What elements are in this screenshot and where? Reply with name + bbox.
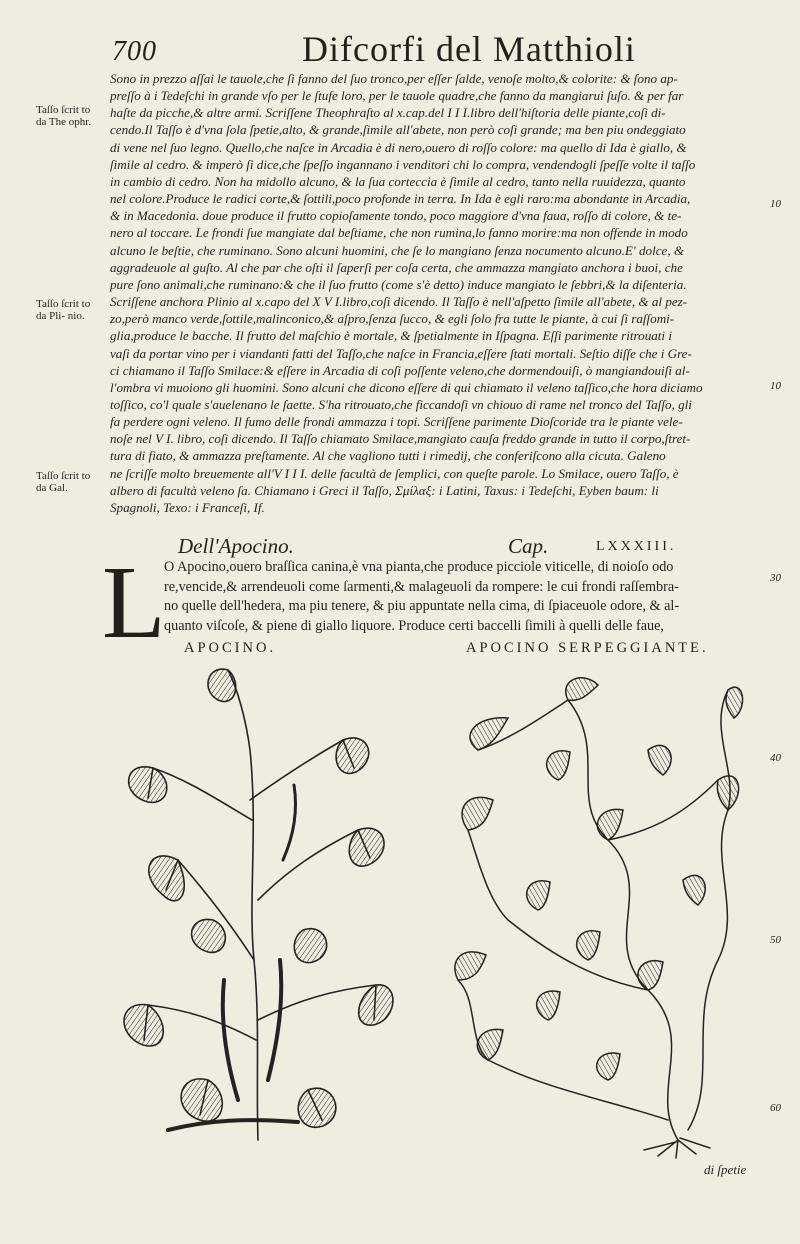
text-line: zo,però manco verde,ſottile,malinconico,& aſpro,ſenza ſucco, & egli ſolo fra tutte le piante, à cui ſi raſſomi- <box>110 311 675 327</box>
text-line: preſſo à i Tedeſchi in grande vſo per le ſtufe loro, per le tauole quadre,che fanno da mangiarui ſuſo. & per far <box>110 88 684 104</box>
apocino-woodcut <box>108 660 400 1150</box>
text-line: fa perdere ogni veleno. Il fumo delle frondi ammazza i topi. Scriſſene parimente Dioſcoride tra le piante vele- <box>110 414 683 430</box>
page-header <box>112 24 732 72</box>
line-number: 40 <box>770 752 781 764</box>
text-line: in cambio di cedro. Non ha midollo alcuno, & la ſua corteccia è ſimile al cedro, tanto nella ruuidezza, quanto <box>110 173 686 189</box>
text-line: ſimile al cedro. & imperò ſi dice,che ſpeſſo ingannano i venditori chi lo compra, vendendogli ſpeſſe volte il taſſo <box>110 156 696 172</box>
bottom-caption: di ſpetie <box>704 1162 747 1177</box>
running-head: Difcorfi del Matthioli <box>302 29 636 69</box>
text-line: quanto viſcoſe, & piene di giallo liquore. Produce certi baccelli ſimili à quelli delle faue, <box>164 617 664 634</box>
text-line: O Apocino,ouero braſſica canina,è vna pianta,che produce picciole viticelle, di noioſo odo <box>164 559 674 575</box>
text-line: tura di fiato, & ammazza preſtamente. Al che vagliono tutti i rimedij, che conferiſcono alla cicuta. Galeno <box>110 448 666 464</box>
text-line: albero di facultà veleno ſa. Chiamano i Greci il Taſſo, Σμίλαξ: i Latini, Taxus: i Tedeſchi, Eyben baum: li <box>110 482 659 498</box>
text-line: l'ombra vi muoiono gli huomini. Sono alcuni che dicono eſſere di qui chiamato il veleno taſſico,che hora diciamo <box>110 379 703 395</box>
margin-note-plinio: Taſſo ſcrit to da Pli- nio. <box>36 298 91 322</box>
text-line: Sono in prezzo aſſai le tauole,che ſi fanno del ſuo tronco,per eſſer ſalde, venoſe molto,& colorite: & ſono ap- <box>110 71 678 86</box>
figure-label-apocino-serpeggiante: APOCINO SERPEGGIANTE. <box>466 640 709 656</box>
line-number: 60 <box>770 1102 781 1114</box>
text-line: pure ſono animali,che ruminano:& che il ſuo frutto (come s'è detto) induce mangiato le ſebbri,& la diſenteria. <box>110 276 687 292</box>
text-line: nero al toccare. Le frondi ſue mangiate dal beſtiame, che non rumina,lo fanno morire:ma non offende in modo <box>110 225 688 241</box>
text-line: nel colore.Produce le radici corte,& ſottili,poco profonde in terra. In Ida è egli raro:ma abondante in Arcadia, <box>110 191 691 207</box>
chapter-heading <box>178 534 698 558</box>
text-line: no quelle dell'hedera, ma piu tenere, & piu appuntate nella cima, di ſpiaceuole odore, & al- <box>164 598 680 614</box>
apocino-serpeggiante-woodcut <box>448 660 750 1160</box>
page-number: 700 <box>112 36 157 67</box>
chapter-number: LXXXIII. <box>596 539 677 554</box>
text-line: ci chiamano il Taſſo Smilace:& eſſere in Arcadia di coſi poſſente veleno,che dormendouiſi, ò mangiandouiſi al- <box>110 362 690 378</box>
text-line: aggradeuole al guſto. Al che par che oſti il ſaperſi per coſa certa, che ammazza mangiato anchora i buoi, che <box>110 259 683 275</box>
text-line: ne ſcriſſe molto breuemente all'V I I I. delle facultà de ſemplici, con queſte parole. Lo Smilace, ouero Taſſo, è <box>110 465 679 481</box>
text-line: noſe nel V I. libro, coſi dicendo. Il Taſſo chiamato Smilace,mangiato cauſa freddo grande in tutto il corpo,ſtret- <box>110 431 691 447</box>
text-line: di vene nel ſuo legno. Quello,che naſce in Arcadia è di nero,ouero di roſſo colore: ma quello di Ida è giallo, & <box>110 139 687 155</box>
text-line: Spagnoli, Texo: i Franceſi, If. <box>110 499 265 515</box>
chapter-text <box>164 558 767 636</box>
chapter-title: Dell'Apocino. <box>178 534 294 558</box>
text-line: vaſi da portar vino per i viandanti fatti del Taſſo,che naſce in Francia,eſſere ſtati mortali. Seſtio diſſe che i Gre- <box>110 345 692 361</box>
text-line: toſſico, co'l quale s'auelenano le ſaette. S'ha ritrouato,che ficcandoſi vn chiouo di rame nel tronco del Taſſo, gli <box>110 396 692 412</box>
line-number: 50 <box>770 934 781 946</box>
line-number: 30 <box>770 572 781 584</box>
text-line: alcuno le beſtie, che ruminano. Sono alcuni huomini, che ſe lo mangiano ſenza nocumento alcuno.E' dolce, & <box>110 242 685 258</box>
text-line: re,vencide,& arrendeuoli come ſarmenti,& malageuoli da rompere: le cui frondi raſſembra- <box>164 578 679 595</box>
chapter-label: Cap. <box>508 534 549 558</box>
text-line: cendo.Il Taſſo è d'vna ſola ſpetie,alto, & grande,ſimile all'abete, non però coſi grande; ma ben piu ondeggiato <box>110 122 686 138</box>
line-number: 10 <box>770 380 781 392</box>
figure-label-apocino: APOCINO. <box>184 640 277 656</box>
text-line: & in Macedonia. doue produce il frutto copioſamente tondo, poco maggiore d'vna faua, roſſo di colore, & te- <box>110 208 682 224</box>
margin-note-theophrastus: Taſſo ſcrit to da The ophr. <box>36 104 92 128</box>
margin-note-galeno: Taſſo ſcrit to da Gal. <box>36 470 91 494</box>
line-number: 10 <box>770 198 781 210</box>
commentary-text <box>110 70 765 516</box>
text-line: haſte da picche,& altre armi. Scriſſene Theophraſto al x.cap.del I I I.libro dell'hiſtoria delle piante,coſi di- <box>110 105 666 121</box>
text-line: glia,produce le bacche. Il frutto del maſchio è mortale, & ſpetialmente in Iſpagna. Eſſi parimente ritrouati i <box>110 328 672 344</box>
text-line: Scriſſene anchora Plinio al x.capo del X V I.libro,coſi dicendo. Il Taſſo è nell'aſpetto ſimile all'abete, & al pez- <box>110 294 688 310</box>
drop-cap: L <box>102 545 166 660</box>
